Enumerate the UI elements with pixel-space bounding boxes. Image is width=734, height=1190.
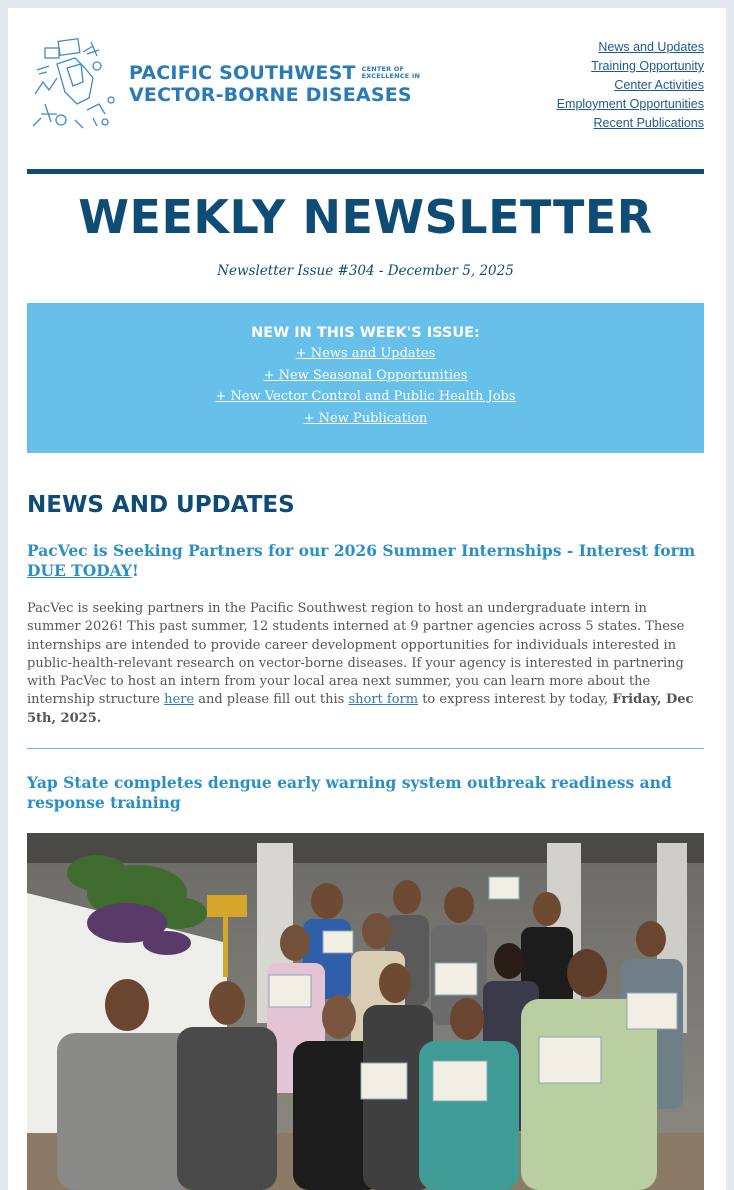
article-title-internships [27, 541, 704, 581]
issue-line: Newsletter Issue #304 - December 5, 2025 [217, 263, 514, 279]
highlights-heading: NEW IN THIS WEEK'S ISSUE: [251, 325, 480, 341]
logo-line2: VECTOR-BORNE DISEASES [129, 84, 412, 106]
short-form-link[interactable]: short form [348, 692, 419, 708]
group-photo-image [27, 833, 704, 1190]
nav-center-activities[interactable]: Center Activities [614, 78, 704, 92]
logo-subtitle [361, 65, 421, 80]
highlight-link-jobs[interactable]: + New Vector Control and Public Health Jobs [215, 389, 516, 404]
article-text-1: PacVec is seeking partners in the Pacific Southwest region to host an undergraduate intern in summer 2026! This past summer, 12 students interned at 9 partner agencies across 5 states. These internships are intended to provide career development opportunities for individuals interested in public-health-relevant research on vector-borne diseases. If your agency is interested in partnering with PacVec to host an intern from your local area next summer, you can learn more about the internship structure [27, 601, 685, 708]
highlights-box [27, 303, 704, 453]
logo-sub1: CENTER OF [361, 65, 405, 73]
pacvec-logo[interactable] [27, 34, 421, 134]
newsletter-page [8, 8, 726, 1190]
article-title-text: PacVec is Seeking Partners for our 2026 Summer Internships - Interest form [27, 541, 696, 560]
section-heading-news: NEWS AND UPDATES [27, 492, 295, 518]
due-today-link[interactable]: DUE TODAY [27, 561, 132, 580]
highlight-link-seasonal[interactable]: + New Seasonal Opportunities [263, 367, 468, 383]
logo-line1: PACIFIC SOUTHWEST [129, 62, 356, 84]
logo-sub2: EXCELLENCE IN [361, 72, 421, 80]
article-text-2: and please fill out this [194, 692, 349, 708]
group-photo [27, 833, 704, 1190]
top-nav [557, 38, 704, 133]
nav-recent-publications[interactable]: Recent Publications [593, 116, 704, 130]
article-text-3: to express interest by today, [418, 692, 613, 708]
logo-wordmark [129, 62, 421, 106]
article-title-end: ! [131, 561, 139, 580]
article-body-internships [27, 600, 704, 728]
nav-news-and-updates[interactable]: News and Updates [598, 40, 704, 54]
highlight-link-news[interactable]: + News and Updates [295, 346, 436, 361]
nav-training-opportunity[interactable]: Training Opportunity [591, 59, 704, 73]
header [27, 30, 704, 150]
newsletter-title: WEEKLY NEWSLETTER [78, 190, 653, 244]
logo-illustration-icon [27, 34, 127, 134]
article-divider [27, 748, 704, 749]
nav-employment-opportunities[interactable]: Employment Opportunities [556, 97, 704, 111]
deadline-text: Friday, Dec 5th, 2025. [27, 692, 694, 726]
internship-structure-link[interactable]: here [164, 692, 195, 708]
highlight-link-publication[interactable]: + New Publication [303, 410, 428, 426]
article-title-yap: Yap State completes dengue early warning system outbreak readiness and response training [27, 773, 672, 812]
header-rule [27, 169, 704, 174]
